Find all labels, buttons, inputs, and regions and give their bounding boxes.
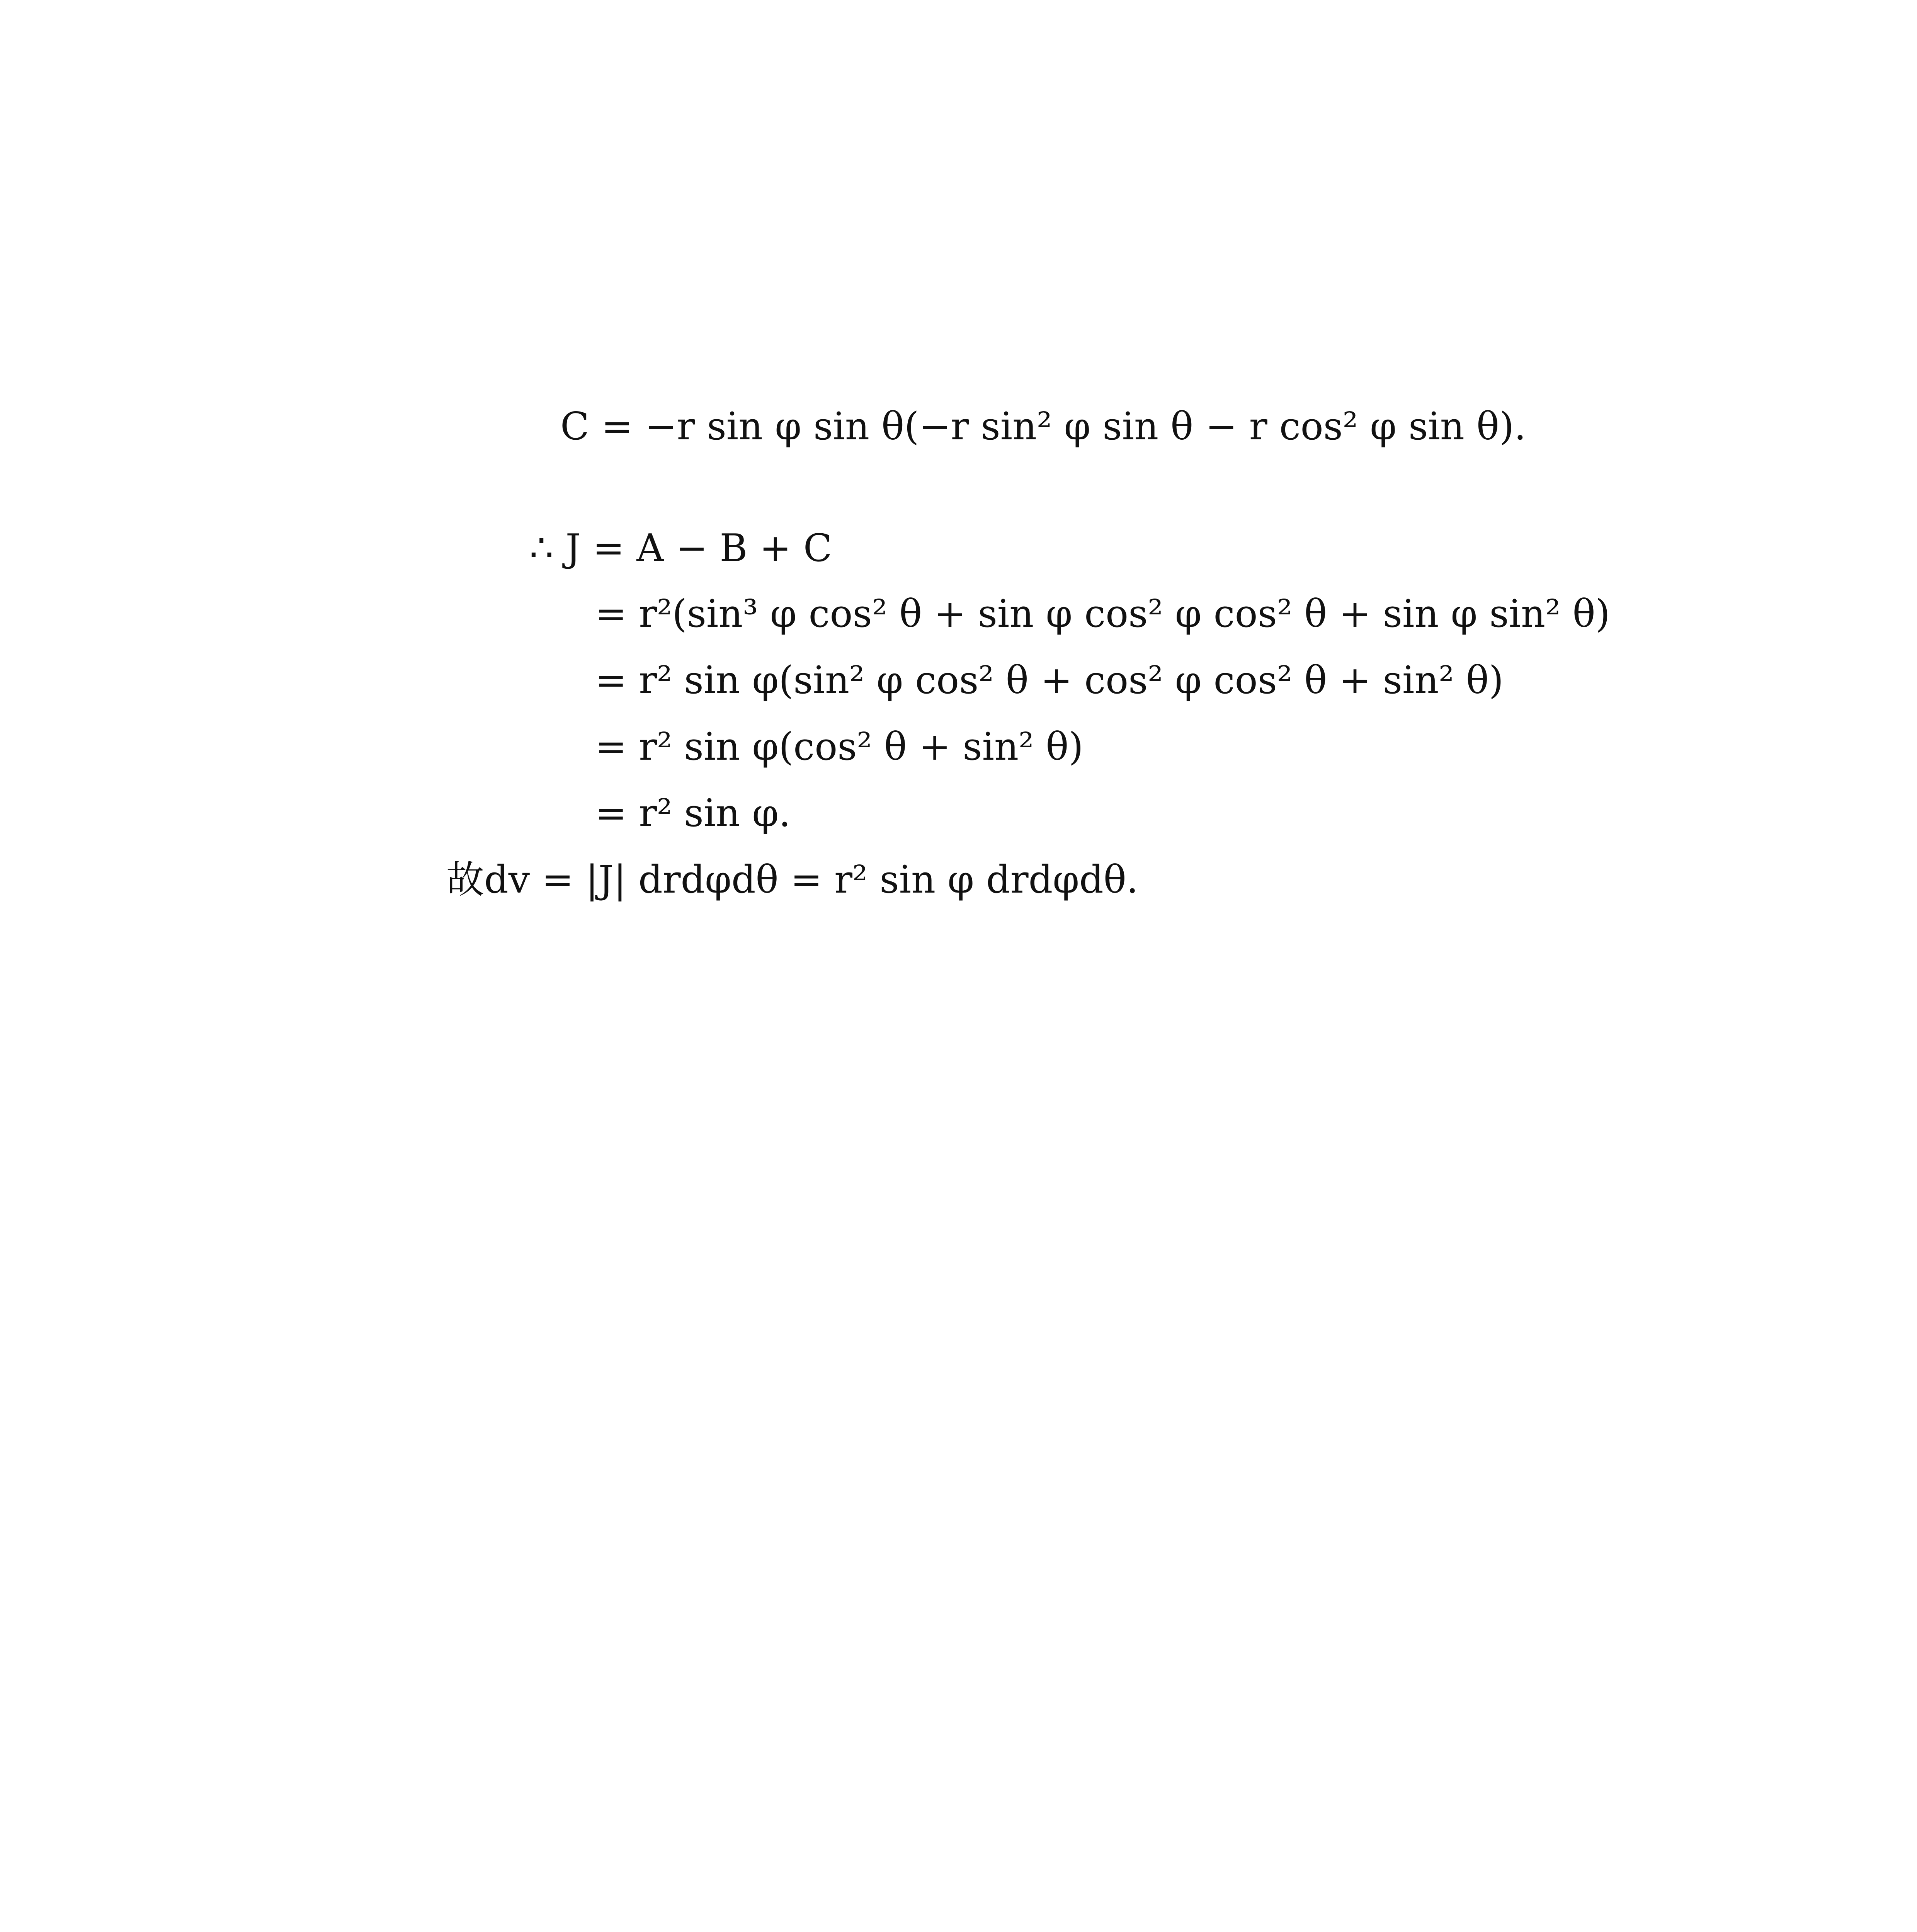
equation-j-sum: ∴ J = A − B + C — [529, 526, 832, 570]
equation-step-1: = r²(sin³ φ cos² θ + sin φ cos² φ cos² θ + sin φ sin² θ) — [595, 592, 1610, 636]
equation-volume-element: 故dv = |J| drdφdθ = r² sin φ drdφdθ. — [446, 858, 1138, 902]
equation-c-definition: C = −r sin φ sin θ(−r sin² φ sin θ − r cos² φ sin θ). — [560, 405, 1526, 449]
equation-step-2: = r² sin φ(sin² φ cos² θ + cos² φ cos² θ + sin² θ) — [595, 658, 1504, 702]
equation-step-4: = r² sin φ. — [595, 791, 791, 835]
equation-step-3: = r² sin φ(cos² θ + sin² θ) — [595, 725, 1084, 769]
